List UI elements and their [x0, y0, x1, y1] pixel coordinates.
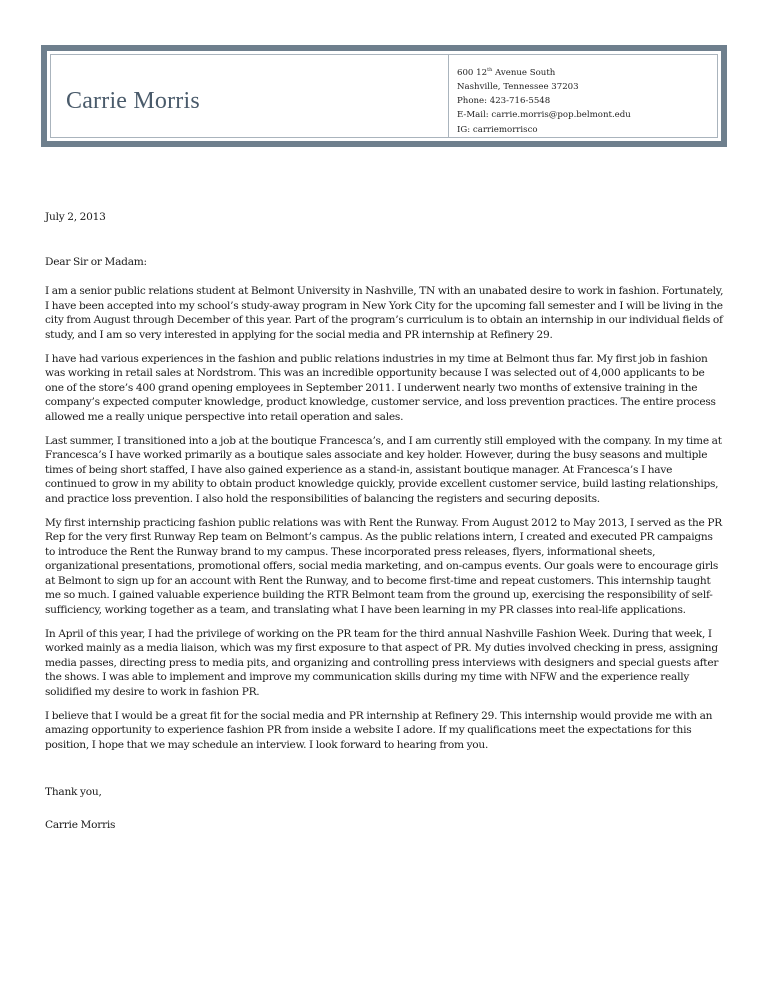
paragraph-5: In April of this year, I had the privilege of working on the PR team for the third annual Nashville Fashion Week. During that week, I worked mainly as a media liaison, which was my first exposure to that aspect of PR. My duties involved checking in press, assigning media passes, directing press to media pits, and organizing and controlling press interviews with designers and special guests after the shows. I was able to implement and improve my communication skills during my time with NFW and the experience really solidified my desire to work in fashion PR.	[45, 627, 719, 699]
paragraph-1: I am a senior public relations student at Belmont University in Nashville, TN with an unabated desire to work in fashion. Fortunately, I have been accepted into my school’s study-away program in New York City for the upcoming fall semester and I will be living in the city from August through December of this year. Part of the program’s curriculum is to obtain an internship in our individual fields of study, and I am so very interested in applying for the social media and PR internship at Refinery 29.	[45, 285, 724, 341]
letter-date: July 2, 2013	[45, 211, 106, 223]
closing: Thank you,	[45, 786, 102, 799]
paragraph-4: My first internship practicing fashion public relations was with Rent the Runway. From August 2012 to May 2013, I served as the PR Rep for the very first Runway Rep team on Belmont’s campus. As the public relations intern, I created and executed PR campaigns to introduce the Rent the Runway brand to my campus. These incorporated press releases, flyers, informational sheets, organizational presentations, promotional offers, social media marketing, and on-campus events. Our goals were to encourage girls at Belmont to sign up for an account with Rent the Runway, and to become first-time and repeat customers. This internship taught me so much. I gained valuable experience building the RTR Belmont team from the ground up, exercising the responsibility of self-sufficiency, working together as a team, and translating what I have been learning in my PR classes into real-life applications.	[45, 516, 722, 617]
letterhead	[41, 45, 727, 147]
salutation: Dear Sir or Madam:	[45, 255, 147, 268]
paragraph-2: I have had various experiences in the fashion and public relations industries in my time at Belmont thus far. My first job in fashion was working in retail sales at Nordstrom. This was an incredible opportunity because I was selected out of 4,000 applicants to be one of the store’s 400 grand opening employees in September 2011. I underwent nearly two months of extensive training in the company’s expected computer knowledge, product knowledge, customer service, and loss prevention practices. The entire process allowed me a really unique perspective into retail operation and sales.	[45, 352, 716, 423]
letterhead-divider	[448, 55, 449, 137]
email: E-Mail: carrie.morris@pop.belmont.edu	[457, 110, 631, 121]
sender-name: Carrie Morris	[66, 88, 200, 114]
letter-body	[45, 210, 725, 842]
address-line-2: Nashville, Tennessee 37203	[457, 82, 579, 93]
paragraph-3: Last summer, I transitioned into a job at the boutique Francesca’s, and I am currently still employed with the company. In my time at Francesca’s I have worked primarily as a boutique sales associate and key holder. However, during the busy seasons and multiple times of being short staffed, I have also gained experience as a stand-in, assistant boutique manager. At Francesca’s I have continued to grow in my ability to obtain product knowledge quickly, provide excellent customer service, build lasting relationships, and practice loss prevention. I also hold the responsibilities of balancing the registers and securing deposits.	[45, 434, 722, 505]
letterhead-inner-frame	[50, 54, 718, 138]
paragraph-6: I believe that I would be a great fit for the social media and PR internship at Refinery 29. This internship would provide me with an amazing opportunity to experience fashion PR from inside a website I adore. If my qualifications meet the expectations for this position, I hope that we may schedule an interview. I look forward to hearing from you.	[45, 709, 713, 751]
contact-block	[457, 63, 631, 137]
phone: Phone: 423-716-5548	[457, 96, 551, 107]
signature: Carrie Morris	[45, 819, 116, 831]
address-line-1: 600 12th Avenue South	[457, 67, 556, 78]
instagram-handle: IG: carriemorrisco	[457, 124, 538, 135]
